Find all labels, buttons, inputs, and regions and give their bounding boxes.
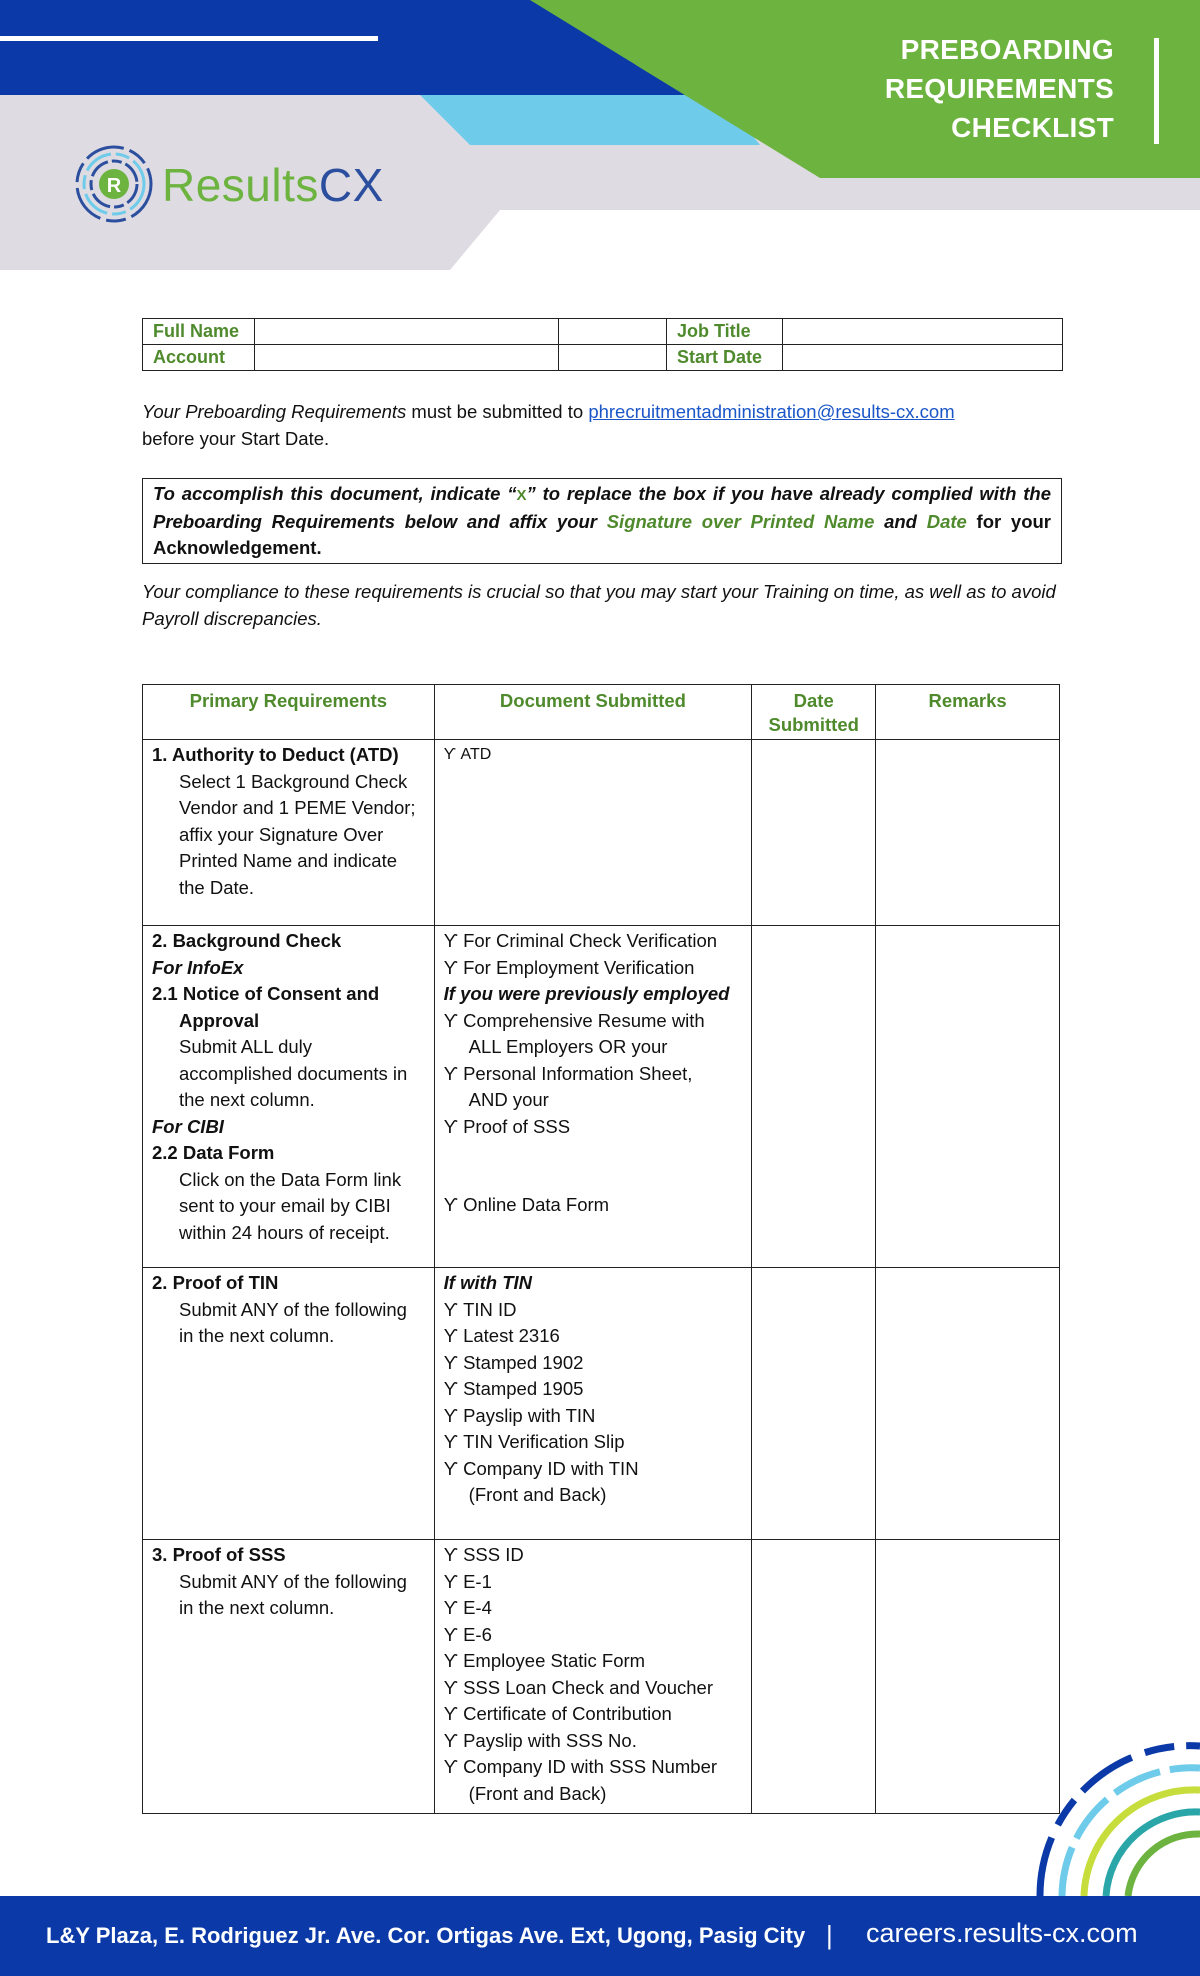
company-id-tin-note: (Front and Back)	[468, 1484, 607, 1505]
atd-remarks-cell[interactable]	[876, 740, 1060, 926]
personal-info-sheet-checkbox[interactable]: ϒ Personal Information Sheet,	[443, 1062, 693, 1084]
e4-checkbox[interactable]: ϒ E-4	[443, 1597, 492, 1618]
table-header-row	[143, 685, 1060, 740]
header-date-submitted: Date Submitted	[752, 685, 876, 740]
company-id-sss-checkbox[interactable]: ϒ Company ID with SSS Number	[443, 1756, 718, 1777]
signature-highlight: Signature over Printed Name	[606, 511, 875, 532]
start-date-label: Start Date	[667, 345, 783, 371]
account-field[interactable]	[255, 345, 559, 371]
tin-title: 2. Proof of TIN	[152, 1272, 279, 1293]
atd-date-cell[interactable]	[752, 740, 876, 926]
resume-note: ALL Employers OR your	[468, 1036, 668, 1057]
payslip-sss-checkbox[interactable]: ϒ Payslip with SSS No.	[443, 1729, 637, 1751]
job-title-label: Job Title	[667, 319, 783, 345]
background-title: 2. Background Check	[152, 930, 342, 951]
job-title-field[interactable]	[783, 319, 1063, 345]
background-date-cell[interactable]	[752, 926, 876, 1268]
decorative-arcs-icon	[1030, 1740, 1200, 1896]
with-tin-heading: If with TIN	[443, 1272, 533, 1293]
instruction-part4: for your Acknowledgement.	[153, 511, 1051, 558]
background-requirement-cell	[143, 926, 435, 1268]
tin-remarks-cell[interactable]	[876, 1268, 1060, 1540]
table-row-sss	[143, 1540, 1060, 1814]
notice-consent-title-2: Approval	[179, 1009, 260, 1031]
atd-docs-cell	[434, 740, 752, 926]
resume-checkbox[interactable]: ϒ Comprehensive Resume with	[443, 1009, 705, 1031]
data-form-description: Click on the Data Form link sent to your email by CIBI within 24 hours of receipt.	[179, 1168, 402, 1243]
full-name-field[interactable]	[255, 319, 559, 345]
account-label: Account	[143, 345, 255, 371]
tin-docs-cell	[434, 1268, 752, 1540]
header-primary-requirements: Primary Requirements	[143, 685, 435, 740]
logo-text-accent: CX	[318, 159, 384, 211]
logo-wordmark	[162, 158, 384, 212]
start-date-field[interactable]	[783, 345, 1063, 371]
company-id-sss-note: (Front and Back)	[468, 1782, 607, 1804]
intro-italic: Your Preboarding Requirements	[142, 401, 407, 422]
sss-title: 3. Proof of SSS	[152, 1544, 286, 1565]
payslip-tin-checkbox[interactable]: ϒ Payslip with TIN	[443, 1404, 596, 1426]
title-line-3: CHECKLIST	[951, 112, 1114, 143]
employment-verification-checkbox[interactable]: ϒ For Employment Verification	[443, 956, 695, 978]
table-row-tin	[143, 1268, 1060, 1540]
footer-separator: |	[826, 1920, 833, 1950]
tin-description: Submit ANY of the following in the next column.	[179, 1298, 407, 1346]
title-line-2: REQUIREMENTS	[884, 73, 1114, 104]
full-name-label: Full Name	[143, 319, 255, 345]
previously-employed-heading: If you were previously employed	[443, 983, 730, 1004]
for-infoex-label: For InfoEx	[152, 956, 244, 978]
data-form-title: 2.2 Data Form	[152, 1142, 275, 1163]
stamped-1902-checkbox[interactable]: ϒ Stamped 1902	[443, 1351, 584, 1373]
instruction-part3: and	[874, 511, 927, 532]
atd-checkbox[interactable]: ϒ ATD	[443, 746, 492, 763]
account-field-extra[interactable]	[559, 345, 667, 371]
intro-mid: must be submitted to	[406, 401, 589, 422]
background-remarks-cell[interactable]	[876, 926, 1060, 1268]
full-name-field-extra[interactable]	[559, 319, 667, 345]
footer-address: L&Y Plaza, E. Rodriguez Jr. Ave. Cor. Ortigas Ave. Ext, Ugong, Pasig City	[46, 1923, 806, 1948]
tin-verification-slip-checkbox[interactable]: ϒ TIN Verification Slip	[443, 1431, 625, 1452]
atd-description: Select 1 Background Check Vendor and 1 PEME Vendor; affix your Signature Over Printed Name and indicate the Date.	[179, 770, 416, 898]
table-row-background-check	[143, 926, 1060, 1268]
svg-text:R: R	[106, 175, 122, 197]
employee-static-form-checkbox[interactable]: ϒ Employee Static Form	[443, 1650, 646, 1671]
intro-paragraph	[142, 398, 1062, 452]
footer-careers-link[interactable]: careers.results-cx.com	[866, 1918, 1138, 1948]
instruction-part2: ” to replace the box if you have already complied with the Preboarding Requirements below and affix your	[153, 483, 1051, 532]
title-accent-bar	[1154, 38, 1159, 144]
notice-consent-title: 2.1 Notice of Consent and	[152, 983, 380, 1004]
compliance-paragraph: Your compliance to these requirements is crucial so that you may start your Training on time, as well as to avoid Payroll discrepancies.	[142, 581, 1056, 629]
header-remarks: Remarks	[876, 685, 1060, 740]
notice-consent-description: Submit ALL duly accomplished documents in the next column.	[179, 1036, 408, 1110]
date-highlight: Date	[926, 511, 967, 532]
criminal-check-checkbox[interactable]: ϒ For Criminal Check Verification	[443, 930, 718, 951]
x-mark: X	[516, 487, 527, 504]
header-banner	[0, 0, 1200, 280]
recruitment-email-link[interactable]: phrecruitmentadministration@results-cx.com	[588, 401, 955, 422]
certificate-contribution-checkbox[interactable]: ϒ Certificate of Contribution	[443, 1703, 672, 1724]
tin-date-cell[interactable]	[752, 1268, 876, 1540]
instruction-box	[142, 478, 1062, 564]
tin-id-checkbox[interactable]: ϒ TIN ID	[443, 1298, 517, 1320]
document-title	[714, 30, 1114, 147]
logo-text: Results	[162, 159, 319, 211]
personal-info-note: AND your	[468, 1089, 549, 1110]
employee-info-table	[142, 318, 1063, 371]
title-line-1: PREBOARDING	[900, 34, 1114, 65]
sss-id-checkbox[interactable]: ϒ SSS ID	[443, 1544, 524, 1565]
intro-end: before your Start Date.	[142, 428, 330, 449]
latest-2316-checkbox[interactable]: ϒ Latest 2316	[443, 1325, 560, 1346]
sss-requirement-cell	[143, 1540, 435, 1814]
e6-checkbox[interactable]: ϒ E-6	[443, 1623, 492, 1645]
e1-checkbox[interactable]: ϒ E-1	[443, 1570, 492, 1592]
proof-sss-checkbox[interactable]: ϒ Proof of SSS	[443, 1115, 571, 1137]
for-cibi-label: For CIBI	[152, 1115, 224, 1137]
online-data-form-checkbox[interactable]: ϒ Online Data Form	[443, 1194, 610, 1215]
sss-loan-check-checkbox[interactable]: ϒ SSS Loan Check and Voucher	[443, 1676, 714, 1698]
atd-requirement-cell	[143, 740, 435, 926]
table-row-atd	[143, 740, 1060, 926]
header-document-submitted: Document Submitted	[434, 685, 752, 740]
company-id-tin-checkbox[interactable]: ϒ Company ID with TIN	[443, 1457, 639, 1479]
instruction-part1: To accomplish this document, indicate “	[153, 483, 517, 504]
sss-docs-cell	[434, 1540, 752, 1814]
tin-requirement-cell	[143, 1268, 435, 1540]
atd-title: 1. Authority to Deduct (ATD)	[152, 744, 399, 765]
sss-description: Submit ANY of the following in the next column.	[179, 1570, 407, 1618]
sss-date-cell[interactable]	[752, 1540, 876, 1814]
requirements-table	[142, 684, 1060, 1814]
stamped-1905-checkbox[interactable]: ϒ Stamped 1905	[443, 1378, 584, 1399]
background-docs-cell	[434, 926, 752, 1268]
